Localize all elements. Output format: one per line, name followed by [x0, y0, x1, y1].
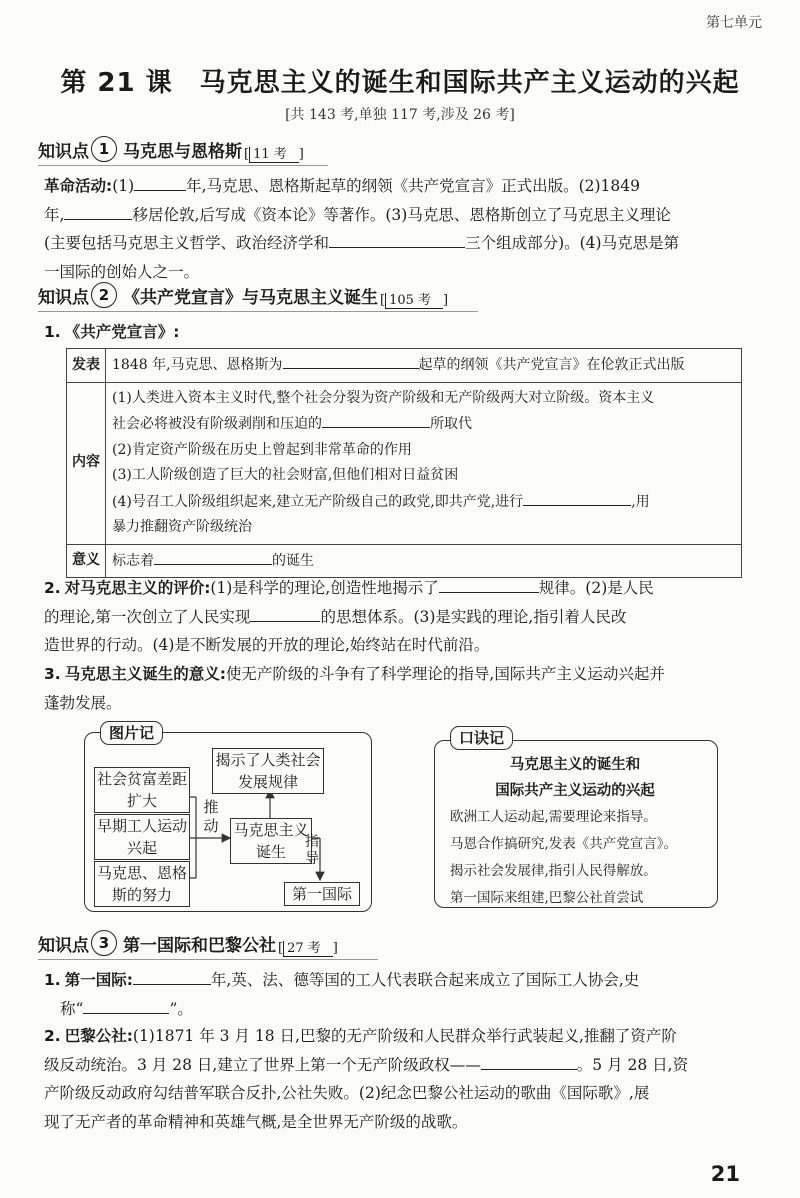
text: 规律。(2)是人民 [538, 579, 654, 597]
item-number: 2. [44, 579, 61, 597]
text: 的理论,第一次创立了人民实现 [44, 607, 251, 626]
text: 一国际的创始人之一。 [44, 262, 200, 281]
item-title: 第一国际: [64, 971, 133, 989]
text: 年, [44, 205, 65, 224]
row-content [106, 544, 742, 578]
text: 。5 月 28 日,资 [576, 1055, 689, 1074]
text: ,用 [631, 493, 650, 510]
kp-number-badge: 3 [91, 930, 117, 956]
answer-blank[interactable] [523, 489, 631, 506]
text: 1848 年,马克思、恩格斯为 [112, 357, 283, 373]
answer-blank[interactable] [133, 968, 211, 985]
row-content [106, 382, 742, 544]
marxism-evaluation-paragraph [44, 574, 756, 660]
text: (1)人类进入资本主义时代,整个社会分裂为资产阶级和无产阶级两大对立阶级。资本主义 [112, 389, 655, 406]
kp-label: 知识点 [38, 936, 89, 956]
mnemonic-title-line: 马克思主义的诞生和 [509, 757, 641, 773]
knowledge-point-3-heading [38, 930, 338, 956]
kp-underline [38, 311, 478, 312]
text: (1)是科学的理论,创造性地揭示了 [210, 579, 439, 597]
text: 所取代 [430, 416, 472, 432]
answer-blank[interactable] [154, 548, 272, 565]
text: 三个组成部分)。(4)马克思是第 [465, 234, 680, 252]
text: 称“ [60, 999, 84, 1018]
text: 社会必将被没有阶级剥削和压迫的 [112, 416, 322, 432]
row-content [106, 349, 742, 383]
text: 产阶级反动政府勾结普军联合反扑,公社失败。(2)纪念巴黎公社运动的歌曲《国际歌》,展 [44, 1084, 650, 1102]
item-number: 2. [44, 1027, 61, 1045]
guide-label: 指导 [305, 834, 319, 867]
answer-blank[interactable] [329, 231, 465, 248]
first-international-paragraph [44, 966, 756, 1023]
table-row [67, 544, 742, 578]
row-head-content: 内容 [67, 382, 106, 544]
kp-label: 知识点 [38, 288, 89, 308]
item-title: 《共产党宣言》: [64, 323, 180, 341]
kp-exam-count: [ 105 考 ] [380, 293, 449, 308]
text: 年,英、法、德等国的工人代表联合起来成立了国际工人协会,史 [210, 971, 640, 989]
paris-commune-paragraph [44, 1022, 756, 1136]
paragraph-heading: 革命活动: [44, 177, 113, 195]
item-number: 3. [44, 665, 61, 683]
text: 的诞生 [272, 552, 314, 569]
picture-memory-tag: 图片记 [100, 721, 163, 745]
row-head-significance: 意义 [67, 544, 106, 578]
table-row [67, 382, 742, 544]
text: (3)工人阶级创造了巨大的社会财富,但他们相对日益贫困 [112, 467, 459, 483]
answer-blank[interactable] [283, 352, 419, 369]
text: 标志着 [112, 552, 154, 569]
item-title: 马克思主义诞生的意义: [64, 665, 226, 683]
kp-label: 知识点 [38, 142, 89, 162]
knowledge-point-1-heading [38, 136, 304, 162]
mnemonic-line: 揭示社会发展律,指引人民得解放。 [450, 863, 657, 879]
table-row [67, 349, 742, 383]
kp-number-badge: 2 [91, 282, 117, 308]
unit-label: 第七单元 [706, 15, 762, 31]
first-international-box: 第一国际 [284, 882, 360, 906]
marxism-birth-box: 马克思主义诞生 [230, 818, 312, 864]
kp-exam-count: [ 27 考 ] [278, 941, 338, 956]
kp-underline [38, 165, 328, 166]
manifesto-item-heading [44, 318, 756, 347]
answer-blank[interactable] [250, 605, 320, 622]
answer-blank[interactable] [134, 174, 186, 191]
text: 暴力推翻资产阶级统治 [112, 519, 252, 535]
item-number: 1. [44, 971, 61, 989]
answer-blank[interactable] [83, 997, 169, 1014]
kp-exam-count: [ 11 考 ] [244, 147, 304, 162]
text: 使无产阶级的斗争有了科学理论的指导,国际共产主义运动兴起并 [225, 665, 665, 683]
lesson-title: 第 21 课 马克思主义的诞生和国际共产主义运动的兴起 [60, 68, 740, 98]
item-title: 巴黎公社: [64, 1027, 133, 1045]
answer-blank[interactable] [481, 1053, 577, 1070]
cause-marx-engels-box: 马克思、恩格斯的努力 [94, 861, 190, 907]
mnemonic-line: 欧洲工人运动起,需要理论来指导。 [450, 809, 657, 825]
kp-title: 马克思与恩格斯 [123, 142, 242, 162]
text: 移居伦敦,后写成《资本论》等著作。(3)马克思、恩格斯创立了马克思主义理论 [132, 205, 671, 224]
text: 造世界的行动。(4)是不断发展的开放的理论,始终站在时代前沿。 [44, 636, 490, 654]
mnemonic-lines [450, 804, 710, 912]
answer-blank[interactable] [322, 411, 430, 428]
mnemonic-line: 第一国际来组建,巴黎公社首尝试 [450, 890, 644, 906]
kp-underline [38, 959, 378, 960]
mnemonic-title [434, 752, 716, 804]
answer-blank[interactable] [439, 576, 539, 593]
text: ”。 [169, 999, 193, 1018]
kp-number-badge: 1 [91, 136, 117, 162]
text: 级反动统治。3 月 28 日,建立了世界上第一个无产阶级政权—— [44, 1055, 481, 1074]
kp-title: 第一国际和巴黎公社 [123, 936, 276, 956]
item-title: 对马克思主义的评价: [64, 579, 211, 597]
text: (2)肯定资产阶级在历史上曾起到非常革命的作用 [112, 441, 412, 458]
answer-blank[interactable] [64, 203, 132, 220]
cause-workers-movement-box: 早期工人运动兴起 [94, 814, 190, 860]
text: 蓬勃发展。 [44, 693, 122, 712]
text: (主要包括马克思主义哲学、政治经济学和 [44, 234, 330, 252]
marxism-significance-paragraph [44, 660, 756, 717]
revolution-activities-paragraph [44, 172, 756, 286]
cause-wealth-gap-box: 社会贫富差距扩大 [94, 767, 190, 813]
mnemonic-tag: 口诀记 [450, 726, 513, 750]
text: (1) [112, 177, 135, 195]
kp-title: 《共产党宣言》与马克思主义诞生 [123, 288, 378, 308]
reveal-law-box: 揭示了人类社会发展规律 [212, 748, 324, 794]
push-label: 推动 [203, 798, 219, 835]
mnemonic-line: 马恩合作搞研究,发表《共产党宣言》。 [450, 836, 678, 852]
text: 年,马克思、恩格斯起草的纲领《共产党宣言》正式出版。(2)1849 [186, 177, 641, 195]
text: (1)1871 年 3 月 18 日,巴黎的无产阶级和人民群众举行武装起义,推翻了资产阶 [132, 1027, 677, 1045]
page-number: 21 [710, 1162, 740, 1186]
knowledge-point-2-heading [38, 282, 448, 308]
mnemonic-title-line: 国际共产主义运动的兴起 [495, 783, 655, 799]
text: (4)号召工人阶级组织起来,建立无产阶级自己的政党,即共产党,进行 [112, 493, 524, 510]
text: 的思想体系。(3)是实践的理论,指引着人民改 [320, 607, 627, 626]
exam-stats: [共 143 考,单独 117 考,涉及 26 考] [285, 107, 515, 123]
text: 现了无产者的革命精神和英雄气概,是全世界无产阶级的战歌。 [44, 1112, 468, 1131]
manifesto-table [66, 348, 742, 578]
item-number: 1. [44, 323, 61, 341]
row-head-publish: 发表 [67, 349, 106, 383]
text: 起草的纲领《共产党宣言》在伦敦正式出版 [418, 357, 685, 373]
